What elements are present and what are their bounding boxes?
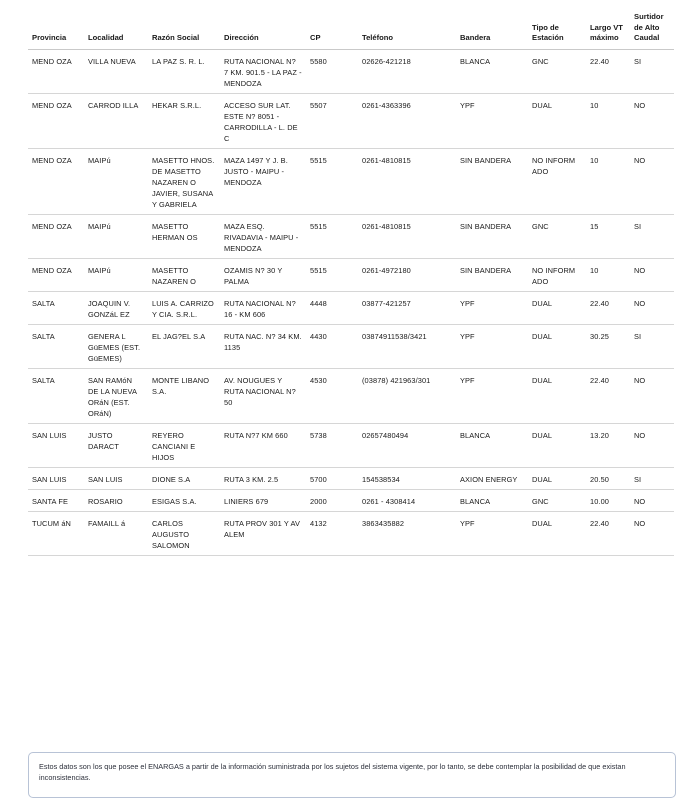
cell-provincia: TUCUM áN xyxy=(28,511,84,555)
cell-tipo-estacion: GNC xyxy=(528,489,586,511)
table-row xyxy=(28,467,674,489)
cell-telefono: 02626-421218 xyxy=(358,49,456,93)
table-row xyxy=(28,291,674,324)
cell-razon-social: HEKAR S.R.L. xyxy=(148,93,220,148)
cell-surtidor-alto-caudal: SI xyxy=(630,214,674,258)
cell-provincia: SALTA xyxy=(28,291,84,324)
cell-direccion: MAZA 1497 Y J. B. JUSTO - MAIPU - MENDOZA xyxy=(220,148,306,214)
cell-telefono: 0261-4810815 xyxy=(358,148,456,214)
cell-tipo-estacion: DUAL xyxy=(528,368,586,423)
column-header-largo-vt: Largo VT máximo xyxy=(586,12,630,49)
cell-bandera: YPF xyxy=(456,291,528,324)
cell-surtidor-alto-caudal: NO xyxy=(630,291,674,324)
cell-provincia: MEND OZA xyxy=(28,93,84,148)
cell-telefono: 0261-4363396 xyxy=(358,93,456,148)
cell-razon-social: MASETTO NAZAREN O xyxy=(148,258,220,291)
cell-direccion: RUTA NACIONAL N? 16 - KM 606 xyxy=(220,291,306,324)
cell-tipo-estacion: NO INFORM ADO xyxy=(528,148,586,214)
cell-razon-social: DIONE S.A xyxy=(148,467,220,489)
cell-surtidor-alto-caudal: SI xyxy=(630,467,674,489)
cell-cp: 4448 xyxy=(306,291,358,324)
column-header-direccion: Dirección xyxy=(220,12,306,49)
cell-surtidor-alto-caudal: NO xyxy=(630,368,674,423)
cell-localidad: FAMAILL á xyxy=(84,511,148,555)
table-row xyxy=(28,511,674,555)
cell-surtidor-alto-caudal: NO xyxy=(630,489,674,511)
cell-localidad: JOAQUIN V. GONZáL EZ xyxy=(84,291,148,324)
cell-direccion: RUTA PROV 301 Y AV ALEM xyxy=(220,511,306,555)
cell-telefono: 02657480494 xyxy=(358,423,456,467)
cell-localidad: GENERA L GüEMES (EST. GüEMES) xyxy=(84,324,148,368)
column-header-bandera: Bandera xyxy=(456,12,528,49)
cell-cp: 5580 xyxy=(306,49,358,93)
cell-razon-social: MASETTO HERMAN OS xyxy=(148,214,220,258)
cell-bandera: AXION ENERGY xyxy=(456,467,528,489)
column-header-cp: CP xyxy=(306,12,358,49)
cell-direccion: RUTA N?7 KM 660 xyxy=(220,423,306,467)
cell-localidad: MAIPú xyxy=(84,258,148,291)
cell-cp: 5738 xyxy=(306,423,358,467)
cell-cp: 4132 xyxy=(306,511,358,555)
disclaimer-note: Estos datos son los que posee el ENARGAS a partir de la información suministrada por los sujetos del sistema vigente, por lo tanto, se debe contemplar la posibilidad de que existan inconsistencias. xyxy=(28,752,676,798)
cell-localidad: VILLA NUEVA xyxy=(84,49,148,93)
cell-largo-vt: 10 xyxy=(586,148,630,214)
stations-table xyxy=(28,12,674,556)
cell-telefono: 154538534 xyxy=(358,467,456,489)
cell-razon-social: REYERO CANCIANI E HIJOS xyxy=(148,423,220,467)
cell-largo-vt: 20.50 xyxy=(586,467,630,489)
table-row xyxy=(28,258,674,291)
cell-tipo-estacion: DUAL xyxy=(528,291,586,324)
cell-provincia: MEND OZA xyxy=(28,214,84,258)
table-header xyxy=(28,12,674,49)
cell-provincia: SALTA xyxy=(28,324,84,368)
cell-localidad: ROSARIO xyxy=(84,489,148,511)
table-row xyxy=(28,93,674,148)
cell-provincia: SAN LUIS xyxy=(28,467,84,489)
cell-largo-vt: 13.20 xyxy=(586,423,630,467)
cell-cp: 5515 xyxy=(306,214,358,258)
cell-surtidor-alto-caudal: NO xyxy=(630,258,674,291)
cell-largo-vt: 15 xyxy=(586,214,630,258)
cell-cp: 4530 xyxy=(306,368,358,423)
cell-direccion: RUTA NACIONAL N? 7 KM. 901.5 - LA PAZ - MENDOZA xyxy=(220,49,306,93)
table-row xyxy=(28,324,674,368)
cell-direccion: RUTA NAC. N? 34 KM. 1135 xyxy=(220,324,306,368)
cell-razon-social: MONTE LIBANO S.A. xyxy=(148,368,220,423)
cell-telefono: 0261 - 4308414 xyxy=(358,489,456,511)
column-header-surtidor-alto-caudal: Surtidor de Alto Caudal xyxy=(630,12,674,49)
cell-bandera: BLANCA xyxy=(456,49,528,93)
cell-telefono: 0261-4810815 xyxy=(358,214,456,258)
cell-provincia: MEND OZA xyxy=(28,258,84,291)
table-row xyxy=(28,49,674,93)
cell-razon-social: LA PAZ S. R. L. xyxy=(148,49,220,93)
cell-cp: 4430 xyxy=(306,324,358,368)
cell-razon-social: CARLOS AUGUSTO SALOMON xyxy=(148,511,220,555)
cell-direccion: AV. NOUGUES Y RUTA NACIONAL N?50 xyxy=(220,368,306,423)
cell-provincia: MEND OZA xyxy=(28,49,84,93)
cell-bandera: SIN BANDERA xyxy=(456,258,528,291)
cell-tipo-estacion: GNC xyxy=(528,49,586,93)
header-row xyxy=(28,12,674,49)
table-row xyxy=(28,368,674,423)
cell-localidad: SAN LUIS xyxy=(84,467,148,489)
cell-cp: 5515 xyxy=(306,258,358,291)
cell-razon-social: LUIS A. CARRIZO Y CIA. S.R.L. xyxy=(148,291,220,324)
cell-provincia: SAN LUIS xyxy=(28,423,84,467)
cell-surtidor-alto-caudal: SI xyxy=(630,49,674,93)
cell-telefono: 3863435882 xyxy=(358,511,456,555)
table-row xyxy=(28,214,674,258)
cell-direccion: ACCESO SUR LAT. ESTE N? 8051 - CARRODILLA - L. DE C xyxy=(220,93,306,148)
table-row xyxy=(28,423,674,467)
cell-localidad: CARROD ILLA xyxy=(84,93,148,148)
column-header-telefono: Teléfono xyxy=(358,12,456,49)
cell-surtidor-alto-caudal: NO xyxy=(630,423,674,467)
cell-bandera: YPF xyxy=(456,324,528,368)
cell-telefono: 03874911538/3421 xyxy=(358,324,456,368)
cell-largo-vt: 10 xyxy=(586,93,630,148)
cell-tipo-estacion: GNC xyxy=(528,214,586,258)
cell-tipo-estacion: DUAL xyxy=(528,93,586,148)
cell-largo-vt: 10 xyxy=(586,258,630,291)
cell-bandera: YPF xyxy=(456,93,528,148)
table-body xyxy=(28,49,674,555)
cell-cp: 2000 xyxy=(306,489,358,511)
cell-tipo-estacion: DUAL xyxy=(528,324,586,368)
cell-bandera: YPF xyxy=(456,368,528,423)
cell-cp: 5515 xyxy=(306,148,358,214)
cell-largo-vt: 22.40 xyxy=(586,511,630,555)
cell-direccion: MAZA ESQ. RIVADAVIA - MAIPU - MENDOZA xyxy=(220,214,306,258)
cell-direccion: LINIERS 679 xyxy=(220,489,306,511)
cell-largo-vt: 30.25 xyxy=(586,324,630,368)
cell-provincia: MEND OZA xyxy=(28,148,84,214)
cell-largo-vt: 10.00 xyxy=(586,489,630,511)
stations-table-container xyxy=(28,12,674,556)
cell-razon-social: ESIGAS S.A. xyxy=(148,489,220,511)
cell-largo-vt: 22.40 xyxy=(586,291,630,324)
cell-razon-social: EL JAG?EL S.A xyxy=(148,324,220,368)
cell-tipo-estacion: DUAL xyxy=(528,467,586,489)
cell-largo-vt: 22.40 xyxy=(586,368,630,423)
cell-localidad: JUSTO DARACT xyxy=(84,423,148,467)
cell-provincia: SALTA xyxy=(28,368,84,423)
column-header-tipo-estacion: Tipo de Estación xyxy=(528,12,586,49)
cell-direccion: RUTA 3 KM. 2.5 xyxy=(220,467,306,489)
column-header-razon-social: Razón Social xyxy=(148,12,220,49)
cell-surtidor-alto-caudal: NO xyxy=(630,148,674,214)
cell-provincia: SANTA FE xyxy=(28,489,84,511)
cell-tipo-estacion: DUAL xyxy=(528,511,586,555)
cell-cp: 5507 xyxy=(306,93,358,148)
cell-bandera: SIN BANDERA xyxy=(456,148,528,214)
cell-bandera: SIN BANDERA xyxy=(456,214,528,258)
column-header-localidad: Localidad xyxy=(84,12,148,49)
cell-telefono: (03878) 421963/301 xyxy=(358,368,456,423)
cell-direccion: OZAMIS N? 30 Y PALMA xyxy=(220,258,306,291)
cell-bandera: BLANCA xyxy=(456,423,528,467)
cell-largo-vt: 22.40 xyxy=(586,49,630,93)
cell-surtidor-alto-caudal: NO xyxy=(630,93,674,148)
table-row xyxy=(28,489,674,511)
cell-razon-social: MASETTO HNOS. DE MASETTO NAZAREN O JAVIER, SUSANA Y GABRIELA xyxy=(148,148,220,214)
cell-surtidor-alto-caudal: SI xyxy=(630,324,674,368)
cell-telefono: 03877-421257 xyxy=(358,291,456,324)
cell-localidad: MAIPú xyxy=(84,214,148,258)
cell-localidad: MAIPú xyxy=(84,148,148,214)
column-header-provincia: Provincia xyxy=(28,12,84,49)
cell-cp: 5700 xyxy=(306,467,358,489)
cell-tipo-estacion: NO INFORM ADO xyxy=(528,258,586,291)
cell-bandera: BLANCA xyxy=(456,489,528,511)
cell-telefono: 0261-4972180 xyxy=(358,258,456,291)
cell-tipo-estacion: DUAL xyxy=(528,423,586,467)
table-row xyxy=(28,148,674,214)
cell-localidad: SAN RAMóN DE LA NUEVA ORáN (EST. ORáN) xyxy=(84,368,148,423)
cell-surtidor-alto-caudal: NO xyxy=(630,511,674,555)
cell-bandera: YPF xyxy=(456,511,528,555)
